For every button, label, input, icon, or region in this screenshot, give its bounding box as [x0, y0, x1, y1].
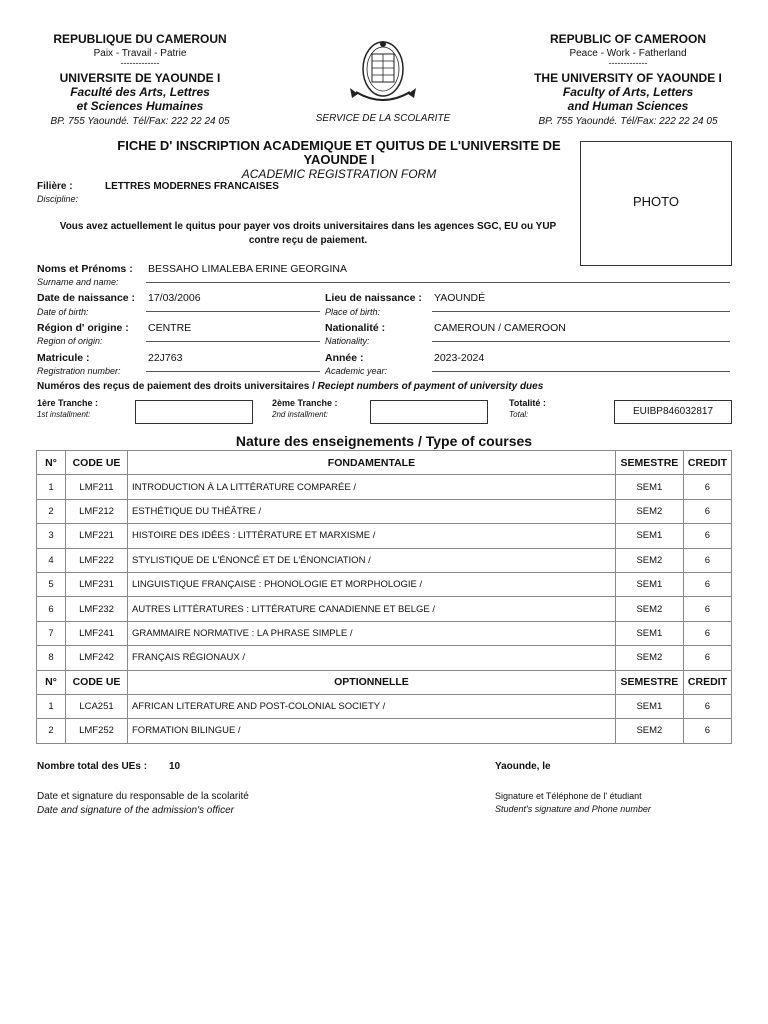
total-label: Totalité : [509, 398, 546, 408]
course-code: LMF252 [66, 719, 128, 743]
course-code: LMF231 [66, 572, 128, 596]
divider: ------------- [120, 58, 160, 68]
university-fr: UNIVERSITE DE YAOUNDE I [59, 71, 221, 85]
col-fondamentale: FONDAMENTALE [128, 451, 616, 475]
region-value: CENTRE [148, 322, 192, 334]
table-row [37, 694, 732, 718]
col-semestre: SEMESTRE [615, 451, 683, 475]
col-optionnelle: OPTIONNELLE [128, 670, 616, 694]
student-signature-en: Student's signature and Phone number [495, 804, 651, 814]
notice-line-2: contre reçu de paiement. [248, 235, 368, 246]
course-number: 8 [37, 646, 66, 670]
year-value: 2023-2024 [434, 352, 485, 364]
course-credit: 6 [683, 524, 731, 548]
course-title: STYLISTIQUE DE L'ÉNONCÉ ET DE L'ÉNONCIATION / [128, 548, 616, 572]
course-title: LINGUISTIQUE FRANÇAISE : PHONOLOGIE ET MORPHOLOGIE / [128, 572, 616, 596]
col-semestre: SEMESTRE [615, 670, 683, 694]
course-code: LMF212 [66, 499, 128, 523]
student-signature-fr: Signature et Téléphone de l' étudiant [495, 791, 642, 801]
year-sub: Academic year: [325, 366, 388, 376]
course-semester: SEM1 [615, 524, 683, 548]
courses-body [37, 451, 732, 744]
payment-heading [37, 381, 543, 392]
divider: ------------- [608, 58, 648, 68]
table-row [37, 597, 732, 621]
underline [146, 371, 320, 372]
course-credit: 6 [683, 694, 731, 718]
photo-box [580, 141, 732, 266]
matricule-sub: Registration number: [37, 366, 121, 376]
university-seal [342, 36, 424, 108]
course-title: AUTRES LITTÉRATURES : LITTÉRATURE CANADIENNE ET BELGE / [128, 597, 616, 621]
place-date-label: Yaounde, le [495, 761, 551, 772]
table-row [37, 499, 732, 523]
year-label: Année : [325, 352, 364, 364]
header-left [30, 32, 250, 127]
dob-value: 17/03/2006 [148, 292, 201, 304]
course-semester: SEM1 [615, 621, 683, 645]
filiere-label: Filière : [37, 181, 73, 192]
col-code: CODE UE [66, 451, 128, 475]
faculty-en-1: Faculty of Arts, Letters [562, 85, 694, 99]
underline [146, 282, 730, 283]
name-label: Noms et Prénoms : [37, 263, 133, 275]
course-semester: SEM1 [615, 475, 683, 499]
address-en: BP. 755 Yaoundé. Tél/Fax: 222 22 24 05 [538, 116, 718, 127]
matricule-value: 22J763 [148, 352, 183, 364]
notice-line-1: Vous avez actuellement le quitus pour payer vos droits universitaires dans les agences SGC, EU ou YUP [59, 221, 557, 232]
dob-sub: Date of birth: [37, 307, 89, 317]
course-credit: 6 [683, 719, 731, 743]
course-code: LMF232 [66, 597, 128, 621]
name-value: BESSAHO LIMALEBA ERINE GEORGINA [148, 263, 347, 275]
course-semester: SEM2 [615, 646, 683, 670]
underline [432, 311, 730, 312]
course-title: FRANÇAIS RÉGIONAUX / [128, 646, 616, 670]
table-row [37, 646, 732, 670]
course-number: 2 [37, 499, 66, 523]
region-sub: Region of origin: [37, 336, 103, 346]
tranche1-field[interactable] [135, 400, 253, 424]
col-code: CODE UE [66, 670, 128, 694]
dob-label: Date de naissance : [37, 292, 136, 304]
pob-sub: Place of birth: [325, 307, 381, 317]
course-code: LMF222 [66, 548, 128, 572]
underline [432, 341, 730, 342]
table-row [37, 572, 732, 596]
service-label: SERVICE DE LA SCOLARITE [315, 113, 451, 124]
course-credit: 6 [683, 475, 731, 499]
underline [146, 341, 320, 342]
course-title: FORMATION BILINGUE / [128, 719, 616, 743]
table-header-row [37, 670, 732, 694]
course-number: 1 [37, 475, 66, 499]
course-title: ESTHÉTIQUE DU THÉÂTRE / [128, 499, 616, 523]
course-semester: SEM1 [615, 572, 683, 596]
faculty-fr-1: Faculté des Arts, Lettres [70, 85, 210, 99]
motto-fr: Paix - Travail - Patrie [93, 48, 187, 59]
col-credit: CREDIT [683, 670, 731, 694]
course-title: HISTOIRE DES IDÉES : LITTÉRATURE ET MARXISME / [128, 524, 616, 548]
photo-label: PHOTO [633, 194, 679, 209]
nationality-sub: Nationality: [325, 336, 370, 346]
courses-table [36, 450, 732, 744]
course-number: 3 [37, 524, 66, 548]
course-semester: SEM2 [615, 548, 683, 572]
form-title-2: YAOUNDE I [303, 152, 375, 167]
form-subtitle: ACADEMIC REGISTRATION FORM [241, 167, 437, 181]
tranche2-field[interactable] [370, 400, 488, 424]
total-field[interactable]: EUIBP846032817 [614, 400, 732, 424]
officer-signature-en: Date and signature of the admission's officer [37, 805, 235, 816]
course-number: 6 [37, 597, 66, 621]
course-semester: SEM2 [615, 719, 683, 743]
course-credit: 6 [683, 597, 731, 621]
course-code: LMF211 [66, 475, 128, 499]
course-number: 4 [37, 548, 66, 572]
country-fr: REPUBLIQUE DU CAMEROUN [53, 32, 227, 46]
course-number: 5 [37, 572, 66, 596]
payment-heading-fr: Numéros des reçus de paiement des droits universitaires / [37, 381, 318, 392]
course-number: 2 [37, 719, 66, 743]
course-credit: 6 [683, 621, 731, 645]
course-credit: 6 [683, 646, 731, 670]
course-code: LMF242 [66, 646, 128, 670]
course-number: 1 [37, 694, 66, 718]
country-en: REPUBLIC OF CAMEROON [550, 32, 706, 46]
name-sub: Surname and name: [37, 277, 119, 287]
underline [146, 311, 320, 312]
nationality-label: Nationalité : [325, 322, 386, 334]
table-row [37, 621, 732, 645]
form-title-1: FICHE D' INSCRIPTION ACADEMIQUE ET QUITUS DE L'UNIVERSITE DE [117, 138, 561, 153]
tranche1-label: 1ère Tranche : [37, 398, 99, 408]
total-ues-value: 10 [169, 761, 181, 772]
nationality-value: CAMEROUN / CAMEROON [434, 322, 566, 334]
address-fr: BP. 755 Yaoundé. Tél/Fax: 222 22 24 05 [50, 116, 230, 127]
course-semester: SEM2 [615, 597, 683, 621]
payment-heading-en: Reciept numbers of payment of university dues [317, 381, 544, 392]
col-num: N° [37, 451, 66, 475]
course-title: GRAMMAIRE NORMATIVE : LA PHRASE SIMPLE / [128, 621, 616, 645]
officer-signature-fr: Date et signature du responsable de la scolarité [37, 791, 249, 802]
table-row [37, 548, 732, 572]
tranche1-sub: 1st installment: [37, 410, 91, 419]
course-credit: 6 [683, 572, 731, 596]
matricule-label: Matricule : [37, 352, 90, 364]
faculty-fr-2: et Sciences Humaines [76, 99, 204, 113]
tranche2-sub: 2nd installment: [272, 410, 329, 419]
filiere-value: LETTRES MODERNES FRANCAISES [105, 181, 279, 192]
course-title: INTRODUCTION À LA LITTÉRATURE COMPARÉE / [128, 475, 616, 499]
university-en: THE UNIVERSITY OF YAOUNDE I [534, 71, 722, 85]
course-code: LMF221 [66, 524, 128, 548]
table-row [37, 719, 732, 743]
course-code: LMF241 [66, 621, 128, 645]
course-number: 7 [37, 621, 66, 645]
underline [432, 371, 730, 372]
table-header-row [37, 451, 732, 475]
pob-value: YAOUNDÉ [434, 292, 486, 304]
faculty-en-2: and Human Sciences [567, 99, 689, 113]
region-label: Région d' origine : [37, 322, 129, 334]
tranche2-label: 2ème Tranche : [272, 398, 338, 408]
courses-heading: Nature des enseignements / Type of courses [235, 433, 533, 449]
course-credit: 6 [683, 499, 731, 523]
course-semester: SEM1 [615, 694, 683, 718]
total-sub: Total: [509, 410, 529, 419]
course-title: AFRICAN LITERATURE AND POST-COLONIAL SOCIETY / [128, 694, 616, 718]
header-right [518, 32, 738, 127]
col-num: N° [37, 670, 66, 694]
total-ues-label: Nombre total des UEs : [37, 761, 148, 772]
discipline-label: Discipline: [37, 194, 79, 204]
col-credit: CREDIT [683, 451, 731, 475]
course-code: LCA251 [66, 694, 128, 718]
table-row [37, 475, 732, 499]
course-credit: 6 [683, 548, 731, 572]
pob-label: Lieu de naissance : [325, 292, 422, 304]
motto-en: Peace - Work - Fatherland [569, 48, 687, 59]
course-semester: SEM2 [615, 499, 683, 523]
table-row [37, 524, 732, 548]
